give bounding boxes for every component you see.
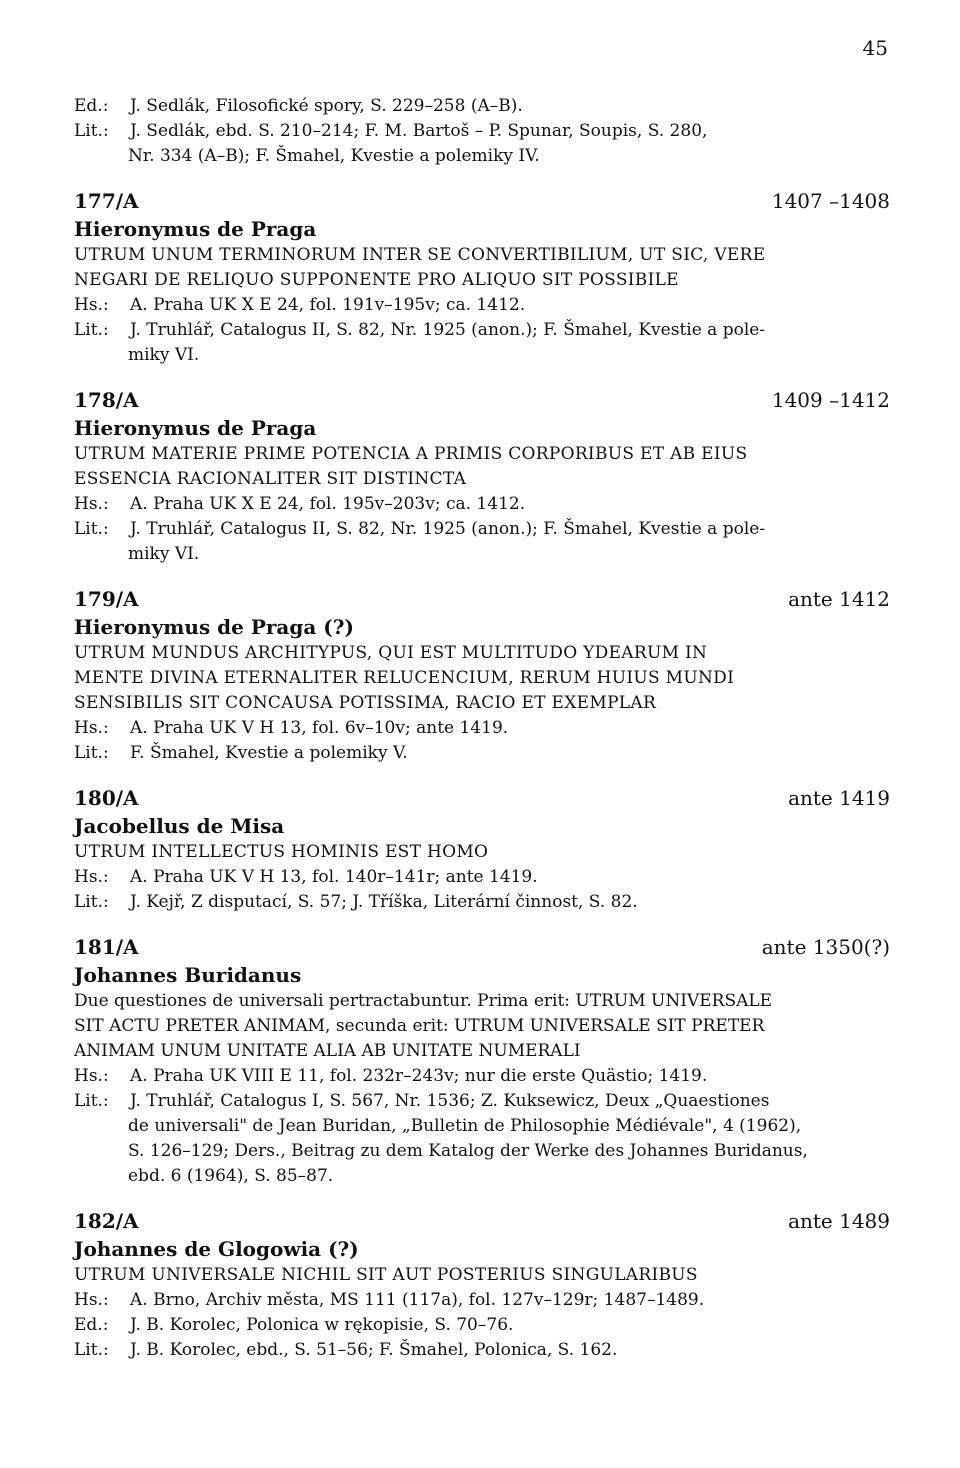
- page-number: 45: [862, 36, 888, 60]
- lit-text: J. Truhlář, Catalogus I, S. 567, Nr. 1536; Z. Kuksewicz, Deux „Quaestiones: [130, 1091, 770, 1111]
- entry-title-line: UTRUM INTELLECTUS HOMINIS EST HOMO: [74, 842, 489, 862]
- lit-line: [74, 1089, 890, 1114]
- entry-author: Hieronymus de Praga: [74, 217, 317, 241]
- entry-author: Johannes Buridanus: [74, 963, 302, 987]
- hs-label: Hs.:: [74, 1290, 109, 1310]
- entry-title-line: Due questiones de universali pertractabuntur. Prima erit: UTRUM UNIVERSALE: [74, 991, 773, 1011]
- entry-177a: [74, 187, 890, 368]
- entry-title-line: UTRUM MUNDUS ARCHITYPUS, QUI EST MULTITUDO YDEARUM IN: [74, 643, 708, 663]
- hs-line: [74, 1064, 890, 1089]
- entry-number: 178/A: [74, 388, 139, 412]
- entry-title-line: UTRUM UNIVERSALE NICHIL SIT AUT POSTERIUS SINGULARIBUS: [74, 1265, 698, 1285]
- lit-continuation: de universali" de Jean Buridan, „Bulletin de Philosophie Médiévale", 4 (1962),: [128, 1116, 802, 1136]
- entry-179a: [74, 585, 890, 766]
- entry-author: Hieronymus de Praga: [74, 416, 317, 440]
- hs-line: [74, 716, 890, 741]
- hs-line: [74, 293, 890, 318]
- hs-label: Hs.:: [74, 295, 109, 315]
- entry-number: 179/A: [74, 587, 139, 611]
- lit-label: Lit.:: [74, 320, 109, 340]
- ed-label: Ed.:: [74, 1315, 109, 1335]
- preamble-lit-continuation: Nr. 334 (A–B); F. Šmahel, Kvestie a polemiky IV.: [128, 146, 540, 166]
- hs-label: Hs.:: [74, 1066, 109, 1086]
- hs-text: A. Brno, Archiv města, MS 111 (117a), fol. 127v–129r; 1487–1489.: [130, 1290, 705, 1310]
- page-content: [74, 94, 890, 1363]
- hs-text: A. Praha UK VIII E 11, fol. 232r–243v; nur die erste Quästio; 1419.: [130, 1066, 708, 1086]
- hs-label: Hs.:: [74, 867, 109, 887]
- hs-text: A. Praha UK V H 13, fol. 140r–141r; ante 1419.: [130, 867, 538, 887]
- ed-text: J. Sedlák, Filosofické spory, S. 229–258 (A–B).: [130, 96, 523, 116]
- hs-line: [74, 1288, 890, 1313]
- entry-date: 1407 –1408: [771, 189, 890, 213]
- hs-text: A. Praha UK X E 24, fol. 191v–195v; ca. 1412.: [130, 295, 526, 315]
- ed-line: [74, 1313, 890, 1338]
- lit-text: J. B. Korolec, ebd., S. 51–56; F. Šmahel, Polonica, S. 162.: [130, 1340, 618, 1360]
- hs-label: Hs.:: [74, 718, 109, 738]
- lit-label: Lit.:: [74, 743, 109, 763]
- lit-label: Lit.:: [74, 121, 109, 141]
- lit-line: [74, 318, 890, 343]
- entry-author: Johannes de Glogowia (?): [74, 1237, 359, 1261]
- entry-title-line: SENSIBILIS SIT CONCAUSA POTISSIMA, RACIO ET EXEMPLAR: [74, 693, 657, 713]
- entry-title-line: SIT ACTU PRETER ANIMAM, secunda erit: UTRUM UNIVERSALE SIT PRETER: [74, 1016, 765, 1036]
- lit-line: [74, 890, 890, 915]
- lit-text: J. Sedlák, ebd. S. 210–214; F. M. Bartoš – P. Spunar, Soupis, S. 280,: [130, 121, 708, 141]
- entry-date: ante 1412: [788, 587, 890, 611]
- lit-label: Lit.:: [74, 1091, 109, 1111]
- entry-178a: [74, 386, 890, 567]
- entry-title-line: MENTE DIVINA ETERNALITER RELUCENCIUM, RERUM HUIUS MUNDI: [74, 668, 735, 688]
- entry-title-line: UTRUM UNUM TERMINORUM INTER SE CONVERTIBILIUM, UT SIC, VERE: [74, 245, 766, 265]
- lit-text: F. Šmahel, Kvestie a polemiky V.: [130, 743, 408, 763]
- lit-continuation: S. 126–129; Ders., Beitrag zu dem Katalog der Werke des Johannes Buridanus,: [128, 1141, 808, 1161]
- entry-header: [74, 386, 890, 414]
- hs-label: Hs.:: [74, 494, 109, 514]
- entry-180a: [74, 784, 890, 915]
- entry-author: Hieronymus de Praga (?): [74, 615, 354, 639]
- entry-181a: [74, 933, 890, 1189]
- entry-182a: [74, 1207, 890, 1363]
- entry-date: ante 1350(?): [761, 935, 890, 959]
- entry-header: [74, 585, 890, 613]
- lit-label: Lit.:: [74, 1340, 109, 1360]
- lit-text: J. Truhlář, Catalogus II, S. 82, Nr. 1925 (anon.); F. Šmahel, Kvestie a pole-: [130, 320, 766, 340]
- preamble-ed-line: [74, 94, 890, 119]
- lit-line: [74, 517, 890, 542]
- hs-line: [74, 492, 890, 517]
- hs-line: [74, 865, 890, 890]
- hs-text: A. Praha UK V H 13, fol. 6v–10v; ante 1419.: [130, 718, 509, 738]
- entry-date: 1409 –1412: [771, 388, 890, 412]
- lit-continuation: miky VI.: [128, 544, 200, 564]
- entry-number: 182/A: [74, 1209, 139, 1233]
- preamble-lit-line: [74, 119, 890, 144]
- entry-number: 180/A: [74, 786, 139, 810]
- entry-author: Jacobellus de Misa: [74, 814, 285, 838]
- entry-header: [74, 784, 890, 812]
- lit-continuation: ebd. 6 (1964), S. 85–87.: [128, 1166, 334, 1186]
- lit-label: Lit.:: [74, 519, 109, 539]
- lit-continuation: miky VI.: [128, 345, 200, 365]
- hs-text: A. Praha UK X E 24, fol. 195v–203v; ca. 1412.: [130, 494, 526, 514]
- entry-number: 181/A: [74, 935, 139, 959]
- entry-date: ante 1419: [788, 786, 890, 810]
- lit-line: [74, 741, 890, 766]
- lit-line: [74, 1338, 890, 1363]
- entry-date: ante 1489: [788, 1209, 890, 1233]
- ed-text: J. B. Korolec, Polonica w rękopisie, S. 70–76.: [130, 1315, 514, 1335]
- entry-header: [74, 933, 890, 961]
- lit-text: J. Kejř, Z disputací, S. 57; J. Tříška, Literární činnost, S. 82.: [130, 892, 638, 912]
- lit-text: J. Truhlář, Catalogus II, S. 82, Nr. 1925 (anon.); F. Šmahel, Kvestie a pole-: [130, 519, 766, 539]
- entry-header: [74, 1207, 890, 1235]
- lit-label: Lit.:: [74, 892, 109, 912]
- ed-label: Ed.:: [74, 96, 109, 116]
- entry-header: [74, 187, 890, 215]
- entry-title-line: UTRUM MATERIE PRIME POTENCIA A PRIMIS CORPORIBUS ET AB EIUS: [74, 444, 748, 464]
- entry-number: 177/A: [74, 189, 139, 213]
- entry-title-line: NEGARI DE RELIQUO SUPPONENTE PRO ALIQUO SIT POSSIBILE: [74, 270, 679, 290]
- preamble: [74, 94, 890, 169]
- entry-title-line: ESSENCIA RACIONALITER SIT DISTINCTA: [74, 469, 467, 489]
- entry-title-line: ANIMAM UNUM UNITATE ALIA AB UNITATE NUMERALI: [74, 1041, 581, 1061]
